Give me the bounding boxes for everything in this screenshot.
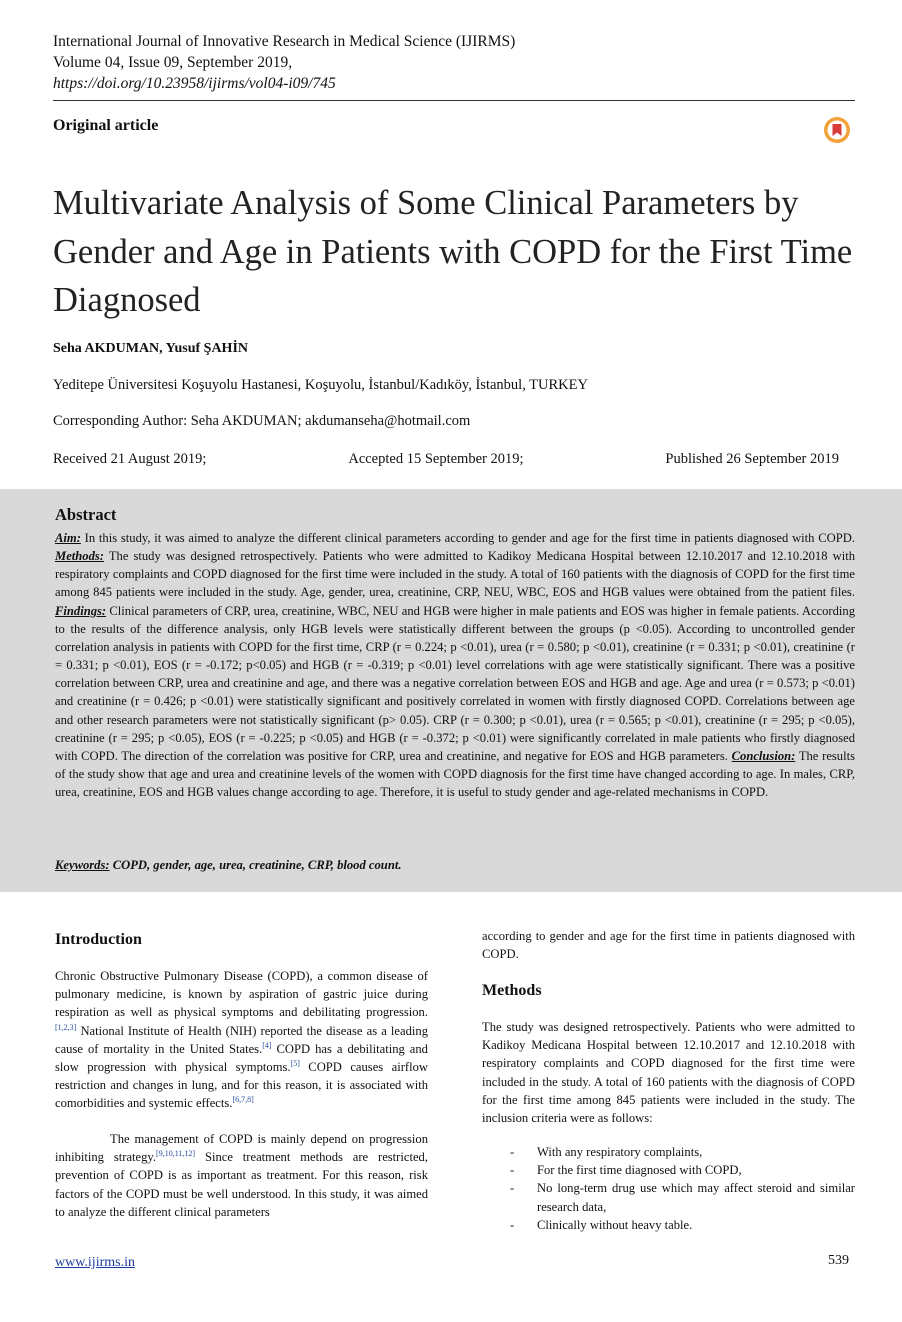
abstract-heading: Abstract [55, 505, 117, 524]
findings-text: Clinical parameters of CRP, urea, creatinine, WBC, NEU and HGB were higher in male patients and EOS was higher in female patients. According to the results of the difference analysis, only HGB levels were statistically different between the groups (p <0.05). According to uncontrolled gender correlation analysis in patients with COPD for the first time, CRP (r = 0.224; p <0.01), urea (r = 0.580; p <0.01), creatinine (r = 0.331; p <0.01), creatinine (r = 0.331; p <0.01), EOS (r = -0.172; p<0.05) and HGB (r = -0.319; p <0.01) level correlations with age were statistically significant. There was a positive correlation between CRP, urea and creatinine and age, and there was a negative correlation between EOS and HGB and age. Age and urea (r = 0.573; p <0.01) and creatinine (r = 0.426; p <0.01) were statistically significant and positively correlated in women with firstly diagnosed COPD. Correlations between age and other research parameters were not statistically significant (p> 0.05). CRP (r = 0.300; p <0.01), urea (r = 0.565; p <0.01), creatinine (r = 295; p <0.05), creatinine (r = 295; p <0.05), EOS (r = -0.225; p <0.05) and HGB (r = -0.372; p <0.01) were significantly correlated in male patients who firstly diagnosed with COPD. The direction of the correlation was positive for CRP, urea and creatinine, and negative for EOS and HGB parameters. [55, 603, 855, 763]
citation[interactable]: [4] [262, 1040, 272, 1050]
authors: Seha AKDUMAN, Yusuf ŞAHİN [53, 341, 249, 356]
inclusion-criteria-list [482, 1143, 855, 1234]
introduction-paragraph-2: The management of COPD is mainly depend on progression inhibiting strategy.[9,10,11,12] Since treatment methods are restricted, prevention of COPD is as important as treatment. For this reason, risk factors of the COPD must be well understood. In this study, it was aimed to analyze the different clinical parameters [55, 1132, 428, 1219]
keywords-text: COPD, gender, age, urea, creatinine, CRP, blood count. [109, 858, 402, 872]
inclusion-criterion [482, 1143, 855, 1161]
journal-doi[interactable]: https://doi.org/10.23958/ijirms/vol04-i09/745 [53, 75, 336, 92]
date-accepted: Accepted 15 September 2019; [348, 451, 524, 467]
criterion-text: For the first time diagnosed with COPD, [537, 1163, 742, 1178]
citation[interactable]: [1,2,3] [55, 1022, 77, 1032]
article-title: Multivariate Analysis of Some Clinical Parameters by Gender and Age in Patients with COPD for the First Time Diagnosed [53, 184, 853, 319]
date-received: Received 21 August 2019; [53, 451, 207, 467]
header-rule [53, 100, 855, 101]
criterion-text: Clinically without heavy table. [537, 1217, 693, 1232]
corresponding-author: Corresponding Author: Seha AKDUMAN; akdumanseha@hotmail.com [53, 413, 471, 429]
journal-issue: Volume 04, Issue 09, September 2019, [53, 54, 293, 71]
journal-name: International Journal of Innovative Research in Medical Science (IJIRMS) [53, 33, 516, 50]
affiliation: Yeditepe Üniversitesi Koşuyolu Hastanesi, Koşuyolu, İstanbul/Kadıköy, İstanbul, TURKEY [53, 377, 588, 393]
conclusion-label: Conclusion: [731, 748, 796, 763]
criterion-text: With any respiratory complaints, [537, 1145, 703, 1159]
criterion-text: No long-term drug use which may affect steroid and similar research data, [537, 1181, 855, 1214]
journal-header [53, 31, 515, 94]
conclusion-text: The results of the study show that age and urea and creatinine levels of the women with COPD diagnosis for the first time have changed according to age. In males, CRP, urea, creatinine, EOS and HGB values change according to age. Therefore, it is useful to study gender and age-related mechanisms in COPD. [55, 748, 856, 800]
footer-website-link[interactable]: www.ijirms.in [55, 1255, 135, 1270]
abstract-text [55, 529, 855, 801]
keywords [55, 858, 401, 873]
methods-paragraph: The study was designed retrospectively. Patients who were admitted to Kadikoy Medicana Hospital between 12.10.2017 and 12.10.2018 with respiratory complaints and COPD diagnosed for the first time were included in the study. A total of 160 patients with the diagnosis of COPD for the first time among 845 patients were included in the study. The inclusion criteria were as follows: [482, 1020, 855, 1126]
publication-dates [53, 451, 839, 468]
aim-label: Aim: [55, 531, 81, 545]
citation[interactable]: [6,7,8] [232, 1095, 254, 1105]
findings-label: Findings: [55, 603, 107, 618]
date-published: Published 26 September 2019 [665, 451, 839, 467]
methods-label: Methods: [55, 549, 104, 564]
introduction-paragraph-1: Chronic Obstructive Pulmonary Disease (COPD), a common disease of pulmonary medicine, is known by aspiration of gastric juice during respiration as well as physical symptoms and debilitating progression.[1,2,3] National Institute of Health (NIH) reported the disease as a leading cause of mortality in the United States.[4] COPD has a debilitating and slow progression with physical symptoms.[5] COPD causes airflow restriction and changes in lung, and for this reason, it is associated with comorbidities and systemic effects.[6,7,8] [55, 969, 428, 1111]
list-bullet: - [510, 1145, 515, 1159]
inclusion-criterion [482, 1161, 855, 1179]
citation[interactable]: [5] [290, 1058, 300, 1068]
methods-text: The study was designed retrospectively. Patients who were admitted to Kadikoy Medicana Hospital between 12.10.2017 and 12.10.2018 with respiratory complaints and COPD diagnosed for the first time were included in the study. A total of 160 patients with the diagnosis of COPD for the first time among 845 patients were included in the study. Age, gender, urea, creatinine, CRP, NEU, WBC, EOS and HGB values were obtained from the patient files. [55, 549, 855, 600]
introduction-heading: Introduction [55, 931, 142, 948]
page-number: 539 [828, 1253, 849, 1268]
list-bullet: - [510, 1217, 515, 1232]
citation[interactable]: [9,10,11,12] [156, 1149, 196, 1159]
article-type: Original article [53, 117, 159, 134]
list-bullet: - [510, 1181, 515, 1196]
list-bullet: - [510, 1163, 515, 1178]
methods-heading: Methods [482, 982, 542, 999]
aim-text: In this study, it was aimed to analyze the different clinical parameters according to gender and age for the first time in patients diagnosed with COPD. [80, 531, 855, 545]
inclusion-criterion [482, 1216, 855, 1234]
introduction-continued: according to gender and age for the first time in patients diagnosed with COPD. [482, 929, 855, 962]
keywords-label: Keywords: [55, 858, 110, 872]
bookmark-badge-icon[interactable] [823, 116, 851, 144]
inclusion-criterion [482, 1179, 855, 1215]
